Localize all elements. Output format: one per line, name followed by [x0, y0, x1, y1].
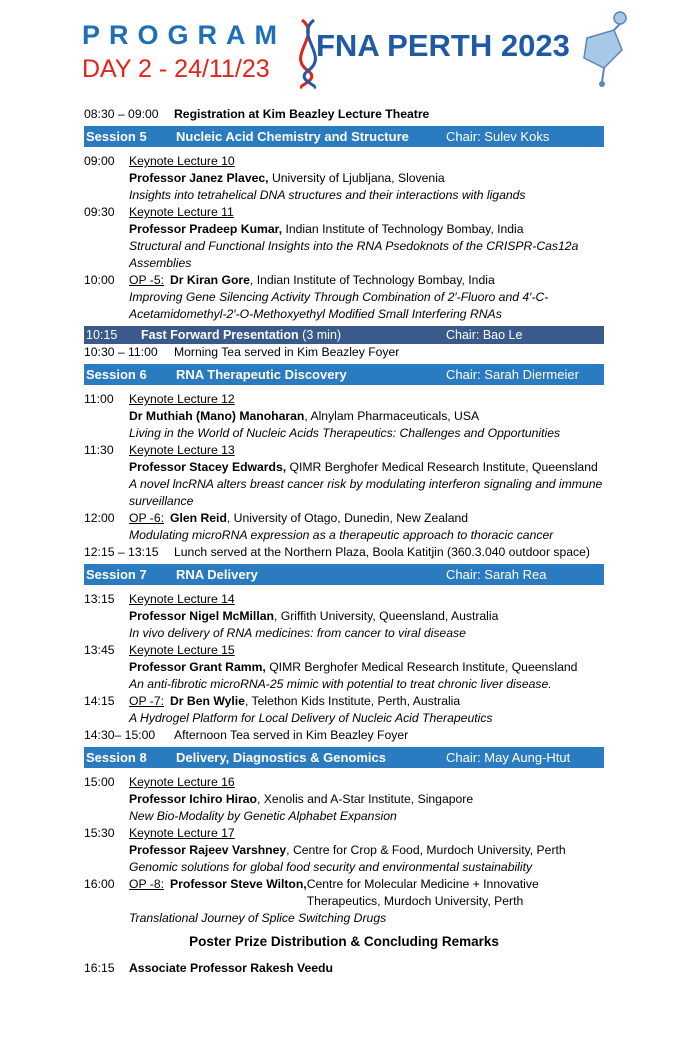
talk-entry	[84, 591, 604, 642]
talk-label: Keynote Lecture 15	[129, 643, 235, 657]
time: 12:00	[84, 511, 115, 525]
talk-entry	[84, 774, 604, 825]
time: 13:15	[84, 592, 115, 606]
session-number: Session 5	[86, 129, 147, 144]
speaker-affiliation: Centre for Molecular Medicine + Innovative Therapeutics, Murdoch University, Perth	[306, 877, 539, 908]
talk-label: Keynote Lecture 14	[129, 592, 235, 606]
talk-title: New Bio-Modality by Genetic Alphabet Expansion	[129, 809, 397, 823]
speaker-name: Dr Muthiah (Mano) Manoharan	[129, 409, 305, 423]
session-number: Session 6	[86, 367, 147, 382]
talk-title: Structural and Functional Insights into the RNA Psedoknots of the CRISPR-Cas12a Assemblies	[129, 239, 579, 270]
talk-title: An anti-fibrotic microRNA-25 mimic with potential to treat chronic liver disease.	[129, 677, 552, 691]
speaker-name: Professor Janez Plavec,	[129, 171, 269, 185]
speaker-name: Dr Ben Wylie	[170, 694, 245, 708]
speaker-name: Professor Steve Wilton,	[170, 877, 307, 891]
talk-entry	[84, 510, 604, 544]
speaker-affiliation: , University of Otago, Dunedin, New Zealand	[226, 511, 469, 525]
speaker-affiliation: , Centre for Crop & Food, Murdoch University, Perth	[286, 843, 566, 857]
speaker-name: Professor Ichiro Hirao	[129, 792, 258, 806]
time: 09:30	[84, 205, 115, 219]
session-chair: Chair: May Aung-Htut	[446, 750, 571, 765]
talk-label: OP -7:	[129, 694, 164, 708]
session-chair: Chair: Bao Le	[446, 328, 523, 342]
talk-entry	[84, 442, 604, 510]
session-7-items	[84, 591, 604, 727]
registration-row	[84, 106, 604, 123]
talk-title: Insights into tetrahelical DNA structures and their interactions with ligands	[129, 188, 526, 202]
session-title: RNA Therapeutic Discovery	[176, 367, 347, 382]
talk-title: A Hydrogel Platform for Local Delivery of Nucleic Acid Therapeutics	[129, 711, 493, 725]
talk-entry	[84, 693, 604, 727]
fast-forward-title	[141, 326, 446, 344]
lunch-row	[84, 544, 604, 561]
talk-header	[84, 153, 604, 170]
speaker-line	[84, 791, 604, 808]
talk-header	[84, 510, 604, 527]
morning-tea-row	[84, 344, 604, 361]
talk-label: Keynote Lecture 17	[129, 826, 235, 840]
speaker-affiliation: , Alnylam Pharmaceuticals, USA	[304, 409, 480, 423]
session-title: Delivery, Diagnostics & Genomics	[176, 750, 386, 765]
closing-speaker: Associate Professor Rakesh Veedu	[129, 961, 333, 975]
speaker-affiliation: , Telethon Kids Institute, Perth, Australia	[244, 694, 461, 708]
session-number: Session 8	[86, 750, 147, 765]
session-chair: Chair: Sulev Koks	[446, 129, 550, 144]
closing-title: Poster Prize Distribution & Concluding Remarks	[189, 934, 499, 949]
ff-duration: (3 min)	[298, 328, 342, 342]
break-text: Morning Tea served in Kim Beazley Foyer	[174, 345, 400, 359]
closing-row	[84, 960, 604, 977]
speaker-line	[84, 459, 604, 476]
speaker-name: Dr Kiran Gore	[170, 273, 250, 287]
talk-entry	[84, 153, 604, 204]
time: 15:30	[84, 826, 115, 840]
talk-title: Modulating microRNA expression as a therapeutic approach to thoracic cancer	[129, 528, 554, 542]
time: 10:00	[84, 273, 115, 287]
talk-header	[84, 693, 604, 710]
speaker-name: Glen Reid	[170, 511, 227, 525]
registration-text: Registration at Kim Beazley Lecture Theatre	[174, 107, 430, 121]
talk-entry	[84, 204, 604, 272]
speaker-line	[84, 659, 604, 676]
session-title: Nucleic Acid Chemistry and Structure	[176, 129, 409, 144]
speaker-affiliation: , Indian Institute of Technology Bombay, India	[249, 273, 495, 287]
speaker-line	[84, 608, 604, 625]
session-8-items	[84, 774, 604, 927]
schedule	[84, 106, 604, 977]
break-text: Afternoon Tea served in Kim Beazley Foyer	[174, 728, 409, 742]
talk-label: Keynote Lecture 12	[129, 392, 235, 406]
time: 16:00	[84, 877, 115, 891]
speaker-line	[84, 408, 604, 425]
session-8-bar	[84, 747, 604, 768]
talk-title: Genomic solutions for global food security and environmental sustainability	[129, 860, 533, 874]
talk-title: Translational Journey of Splice Switching Drugs	[129, 911, 387, 925]
fast-forward-bar	[84, 326, 604, 344]
speaker-name: Professor Stacey Edwards,	[129, 460, 287, 474]
talk-header	[84, 591, 604, 608]
speaker-line	[84, 221, 604, 238]
session-chair: Chair: Sarah Rea	[446, 567, 547, 582]
speaker-line	[84, 170, 604, 187]
time: 11:30	[84, 443, 114, 457]
speaker-name: Professor Nigel McMillan	[129, 609, 274, 623]
talk-header	[84, 391, 604, 408]
talk-title: A novel lncRNA alters breast cancer risk by modulating interferon signaling and immune surveillance	[129, 477, 603, 508]
talk-title: Improving Gene Silencing Activity Through Combination of 2′-Fluoro and 4′-C-Acetamidomethyl-2′-O-Methoxyethyl Modified Small Interfering RNAs	[129, 290, 549, 321]
talk-entry	[84, 642, 604, 693]
session-6-items	[84, 391, 604, 544]
break-text: Lunch served at the Northern Plaza, Boola Katitjin (360.3.040 outdoor space)	[174, 545, 590, 559]
talk-label: OP -5:	[129, 273, 164, 287]
logo-title: FNA PERTH 2023	[316, 28, 570, 63]
talk-label: Keynote Lecture 11	[129, 205, 234, 219]
speaker-affiliation: , Griffith University, Queensland, Australia	[273, 609, 499, 623]
time: 11:00	[84, 392, 114, 406]
time: 09:00	[84, 154, 115, 168]
speaker-line	[84, 842, 604, 859]
talk-header	[84, 272, 604, 289]
program-heading: PROGRAM	[82, 20, 286, 50]
speaker-name: Professor Pradeep Kumar,	[129, 222, 283, 236]
time: 14:30– 15:00	[84, 728, 156, 742]
time: 14:15	[84, 694, 115, 708]
speaker-affiliation: , Xenolis and A-Star Institute, Singapore	[257, 792, 474, 806]
talk-label: Keynote Lecture 13	[129, 443, 235, 457]
talk-entry	[84, 876, 604, 927]
ff-title: Fast Forward Presentation	[141, 328, 299, 342]
time: 13:45	[84, 643, 115, 657]
talk-entry	[84, 391, 604, 442]
session-7-bar	[84, 564, 604, 585]
session-title: RNA Delivery	[176, 567, 258, 582]
session-chair: Chair: Sarah Diermeier	[446, 367, 579, 382]
speaker-affiliation: University of Ljubljana, Slovenia	[268, 171, 445, 185]
day-heading: DAY 2 - 24/11/23	[82, 55, 270, 83]
time: 10:15	[86, 328, 118, 342]
time: 16:15	[84, 961, 115, 975]
talk-header	[84, 876, 604, 910]
speaker-name: Professor Grant Ramm,	[129, 660, 266, 674]
speaker-affiliation: Indian Institute of Technology Bombay, India	[282, 222, 524, 236]
talk-title: Living in the World of Nucleic Acids Therapeutics: Challenges and Opportunities	[129, 426, 561, 440]
talk-label: OP -8:	[129, 877, 164, 891]
session-6-bar	[84, 364, 604, 385]
speaker-affiliation: QIMR Berghofer Medical Research Institute, Queensland	[286, 460, 598, 474]
time: 10:30 – 11:00	[84, 345, 158, 359]
talk-header	[84, 204, 604, 221]
talk-label: Keynote Lecture 16	[129, 775, 235, 789]
talk-label: Keynote Lecture 10	[129, 154, 235, 168]
time: 08:30 – 09:00	[84, 107, 159, 121]
talk-label: OP -6:	[129, 511, 164, 525]
talk-header	[84, 825, 604, 842]
talk-header	[84, 774, 604, 791]
session-number: Session 7	[86, 567, 147, 582]
session-5-items	[84, 153, 604, 323]
time: 12:15 – 13:15	[84, 545, 159, 559]
talk-header	[84, 642, 604, 659]
speaker-affiliation: QIMR Berghofer Medical Research Institute, Queensland	[265, 660, 578, 674]
talk-entry	[84, 272, 604, 323]
time: 15:00	[84, 775, 115, 789]
afternoon-tea-row	[84, 727, 604, 744]
session-5-bar	[84, 126, 604, 147]
talk-header	[84, 442, 604, 459]
talk-entry	[84, 825, 604, 876]
talk-title: In vivo delivery of RNA medicines: from cancer to viral disease	[129, 626, 466, 640]
speaker-name: Professor Rajeev Varshney	[129, 843, 287, 857]
